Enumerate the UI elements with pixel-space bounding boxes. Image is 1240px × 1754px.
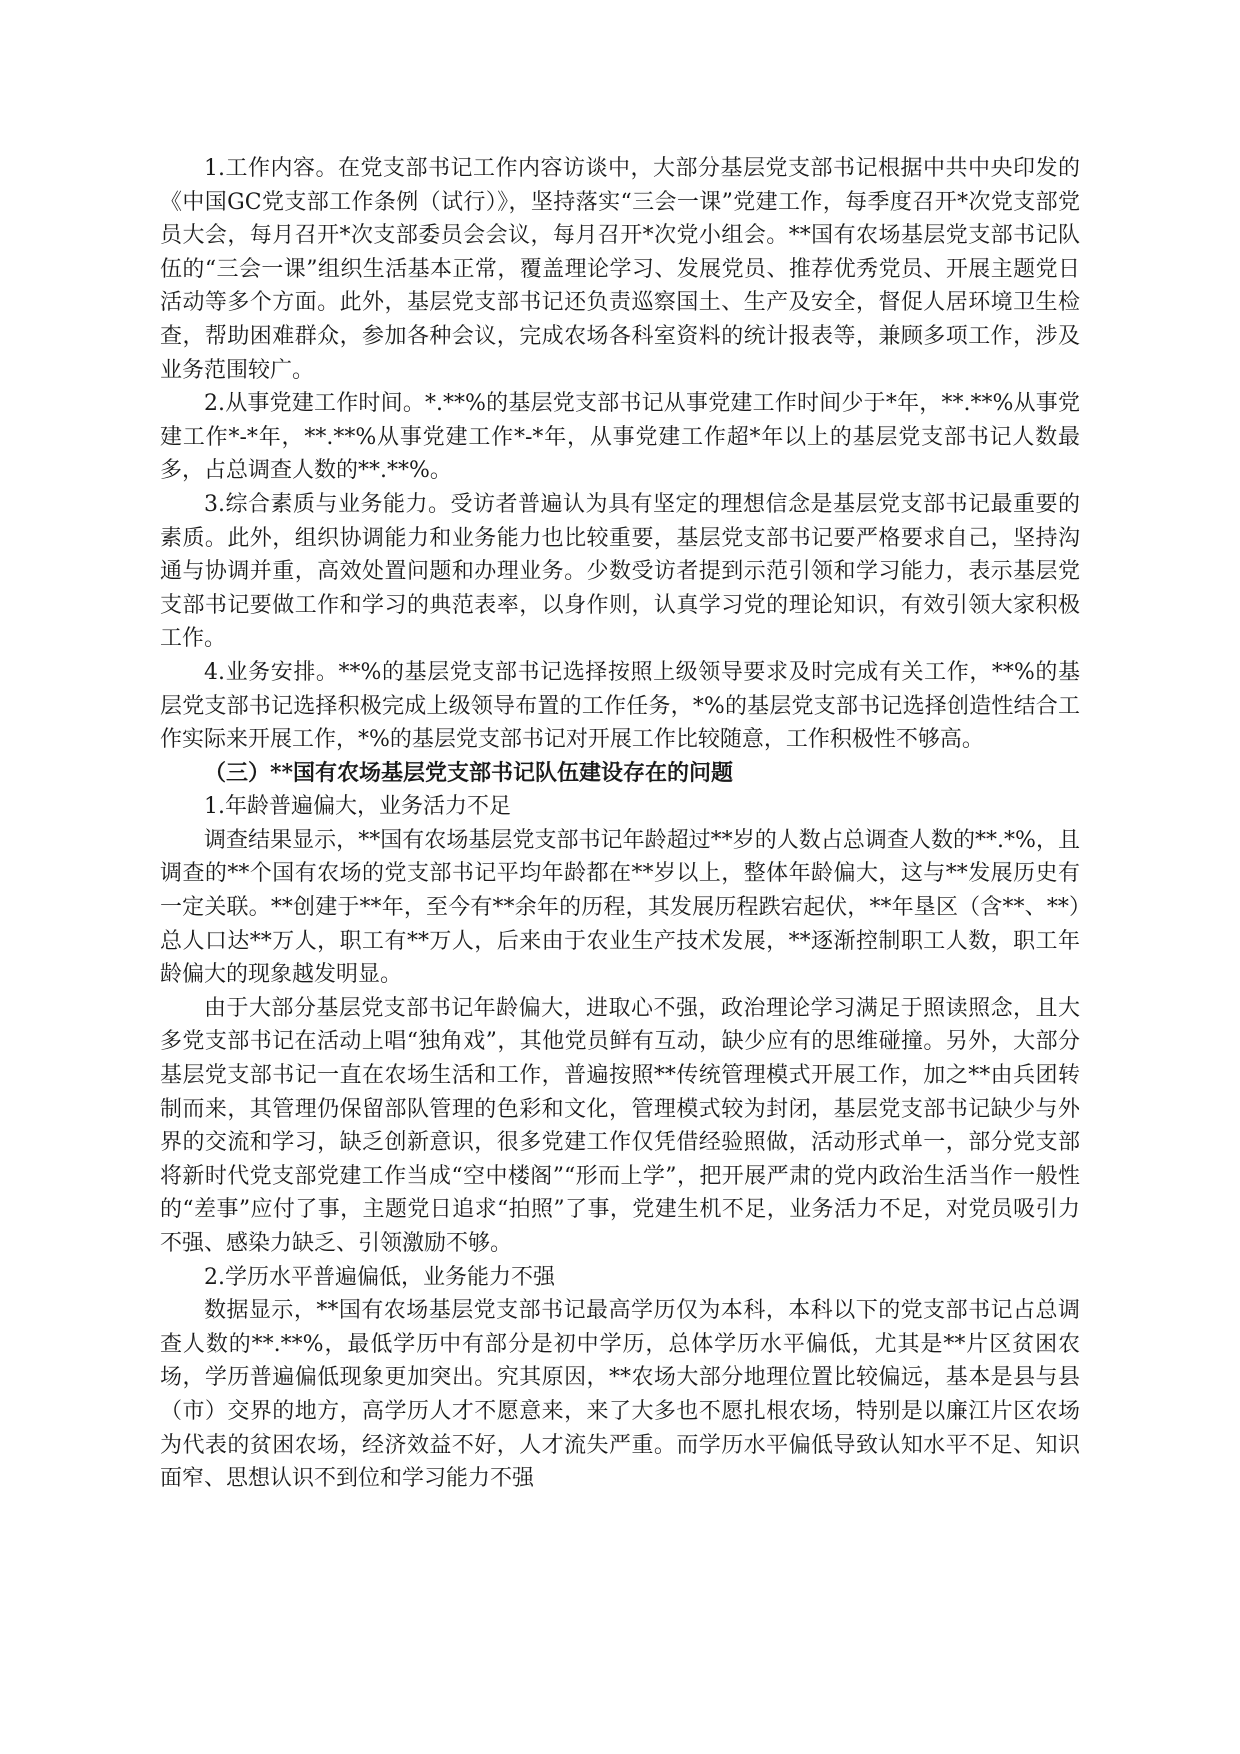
paragraph-business-arrangement: 4.业务安排。**%的基层党支部书记选择按照上级领导要求及时完成有关工作，**%的基层党支部书记选择积极完成上级领导布置的工作任务，*%的基层党支部书记选择创造性结合工作实际来开展工作，*%的基层党支部书记对开展工作比较随意，工作积极性不够高。 — [160, 659, 1080, 753]
paragraph-party-work-time: 2.从事党建工作时间。*.**%的基层党支部书记从事党建工作时间少于*年，**.**%从事党建工作*-*年，**.**%从事党建工作*-*年，从事党建工作超*年以上的基层党支部书记人数最多，占总调查人数的**.**%。 — [160, 391, 1080, 484]
section-heading-problems: （三）**国有农场基层党支部书记队伍建设存在的问题 — [204, 759, 734, 786]
paragraph-quality-ability: 3.综合素质与业务能力。受访者普遍认为具有坚定的理想信念是基层党支部书记最重要的素质。此外，组织协调能力和业务能力也比较重要，基层党支部书记要严格要求自己，坚持沟通与协调并重，高效处置问题和办理业务。少数受访者提到示范引领和学习能力，表示基层党支部书记要做工作和学习的典范表率，以身作则，认真学习党的理论知识，有效引领大家积极工作。 — [160, 491, 1080, 652]
paragraph-education-data: 数据显示，**国有农场基层党支部书记最高学历仅为本科，本科以下的党支部书记占总调查人数的**.**%，最低学历中有部分是初中学历，总体学历水平偏低，尤其是**片区贫困农场，学历普遍偏低现象更加突出。究其原因，**农场大部分地理位置比较偏远，基本是县与县（市）交界的地方，高学历人才不愿意来，来了大多也不愿扎根农场，特别是以廉江片区农场为代表的贫困农场，经济效益不好，人才流失严重。而学历水平偏低导致认知水平不足、知识面窄、思想认识不到位和学习能力不强 — [160, 1298, 1080, 1492]
document-page — [160, 152, 1080, 1496]
paragraph-age-effects: 由于大部分基层党支部书记年龄偏大，进取心不强，政治理论学习满足于照读照念，且大多党支部书记在活动上唱“独角戏”，其他党员鲜有互动，缺少应有的思维碰撞。另外，大部分基层党支部书记一直在农场生活和工作，普遍按照**传统管理模式开展工作，加之**由兵团转制而来，其管理仍保留部队管理的色彩和文化，管理模式较为封闭，基层党支部书记缺少与外界的交流和学习，缺乏创新意识，很多党建工作仅凭借经验照做，活动形式单一，部分党支部将新时代党支部党建工作当成“空中楼阁”“形而上学”，把开展严肃的党内政治生活当作一般性的“差事”应付了事，主题党日追求“拍照”了事，党建生机不足，业务活力不足，对党员吸引力不强、感染力缺乏、引领激励不够。 — [160, 995, 1080, 1256]
subheading-education: 2.学历水平普遍偏低，业务能力不强 — [204, 1264, 555, 1290]
paragraph-age-survey: 调查结果显示，**国有农场基层党支部书记年龄超过**岁的人数占总调查人数的**.*%，且调查的**个国有农场的党支部书记平均年龄都在**岁以上，整体年龄偏大，这与**发展历史有一定关联。**创建于**年，至今有**余年的历程，其发展历程跌宕起伏，**年垦区（含**、**）总人口达**万人，职工有**万人，后来由于农业生产技术发展，**逐渐控制职工人数，职工年龄偏大的现象越发明显。 — [160, 827, 1080, 988]
paragraph-work-content: 1.工作内容。在党支部书记工作内容访谈中，大部分基层党支部书记根据中共中央印发的《中国GC党支部工作条例（试行）》，坚持落实“三会一课”党建工作，每季度召开*次党支部党员大会，每月召开*次支部委员会会议，每月召开*次党小组会。**国有农场基层党支部书记队伍的“三会一课”组织生活基本正常，覆盖理论学习、发展党员、推荐优秀党员、开展主题党日活动等多个方面。此外，基层党支部书记还负责巡察国土、生产及安全，督促人居环境卫生检查，帮助困难群众，参加各种会议，完成农场各科室资料的统计报表等，兼顾多项工作，涉及业务范围较广。 — [160, 156, 1080, 383]
subheading-age: 1.年龄普遍偏大，业务活力不足 — [204, 794, 511, 820]
